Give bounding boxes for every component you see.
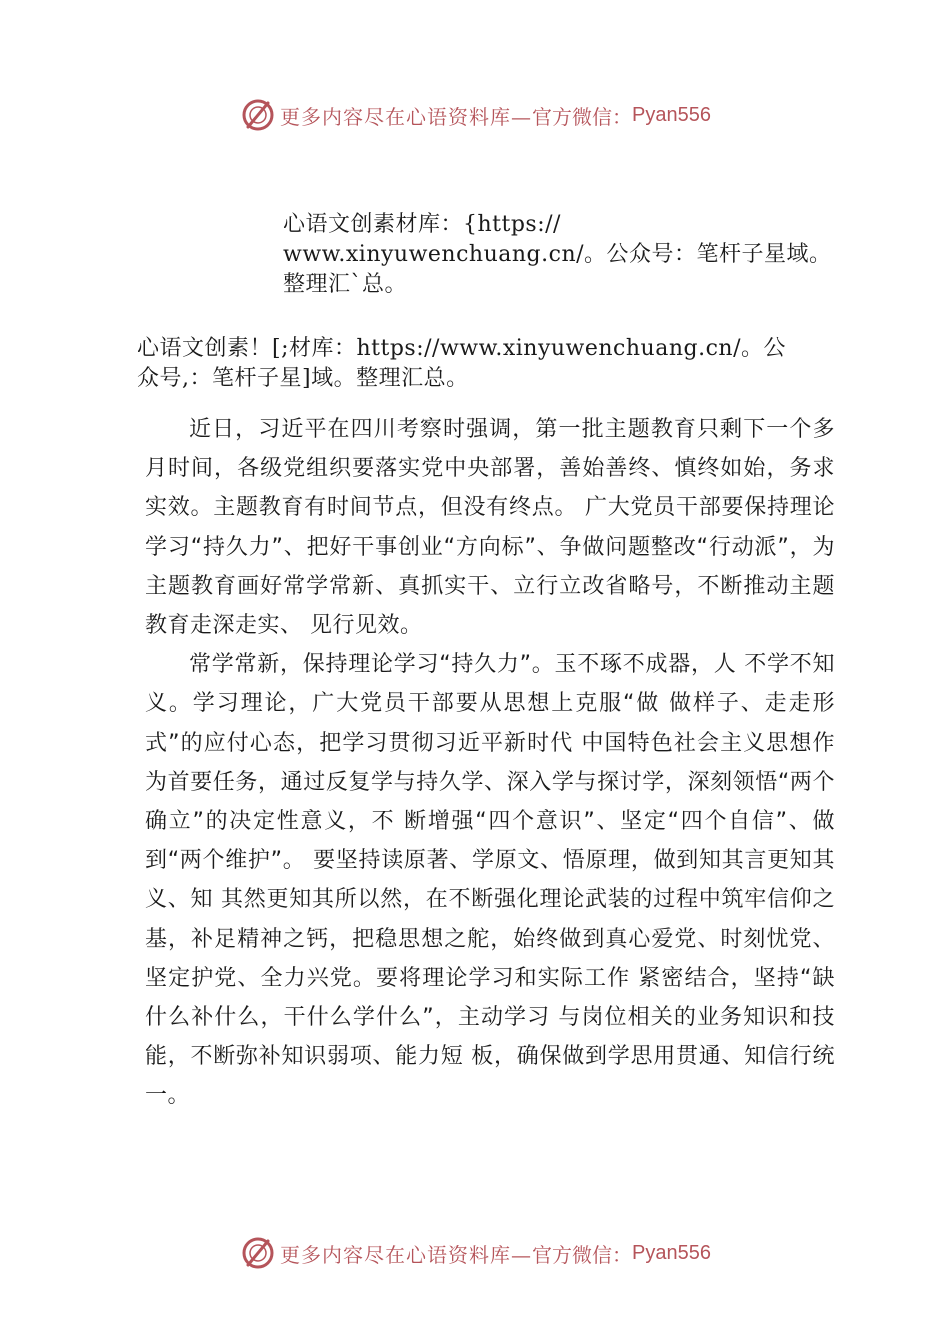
source-line-4a: 心语文创素！[;材库：https://www.xinyuwenchuang.cn/。公: [137, 336, 786, 361]
source-note-secondary: [137, 334, 837, 394]
article-body: [145, 410, 835, 1116]
banner-text: 更多内容尽在心语资料库—: [280, 1242, 532, 1267]
header-banner: [240, 95, 711, 135]
banner-text: 更多内容尽在心语资料库—: [280, 104, 532, 129]
source-line-2: www.xinyuwenchuang.cn/。公众号：笔杆子星域。: [283, 242, 832, 267]
banner-wechat-id: Pyan556: [632, 103, 711, 126]
banner-wechat-id: Pyan556: [632, 1241, 711, 1264]
brush-logo-icon: [240, 97, 276, 133]
footer-banner: [240, 1233, 711, 1273]
paragraph: 近日，习近平在四川考察时强调，第一批主题教育只剩下一个多月时间，各级党组织要落实党中央部署，善始善终、慎终如始，务求实效。主题教育有时间节点，但没有终点。 广大党员干部要保持理论学习“持久力”、把好干事创业“方向标”、争做问题整改“行动派”，为主题教育画好常学常新、真抓实干、立行立改省略号，不断推动主题教育走深走实、 见行见效。: [145, 417, 835, 639]
banner-wechat-label: 官方微信：: [532, 104, 632, 129]
paragraph: 常学常新，保持理论学习“持久力”。玉不琢不成器，人 不学不知义。学习理论，广大党员干部要从思想上克服“做 做样子、走走形式”的应付心态，把学习贯彻习近平新时代 中国特色社会主义思想作为首要任务，通过反复学与持久学、深入学与探讨学，深刻领悟“两个确立”的决定性意义，不 断增强“四个意识”、坚定“四个自信”、做到“两个维护”。 要坚持读原著、学原文、悟原理，做到知其言更知其义、知 其然更知其所以然，在不断强化理论武装的过程中筑牢信仰之基，补足精神之钙，把稳思想之舵，始终做到真心爱党、时刻忧党、坚定护党、全力兴党。要将理论学习和实际工作 紧密结合，坚持“缺什么补什么，干什么学什么”，主动学习 与岗位相关的业务知识和技能，不断弥补知识弱项、能力短 板，确保做到学思用贯通、知信行统一。: [145, 652, 835, 1109]
source-note: [283, 210, 843, 300]
banner-wechat-label: 官方微信：: [532, 1242, 632, 1267]
source-line-4b: 众号,：笔杆子星]域。整理汇总。: [137, 366, 469, 391]
source-line-3: 整理汇`总。: [283, 272, 408, 297]
source-line-1: 心语文创素材库：{https://: [283, 212, 561, 237]
brush-logo-icon: [240, 1235, 276, 1271]
